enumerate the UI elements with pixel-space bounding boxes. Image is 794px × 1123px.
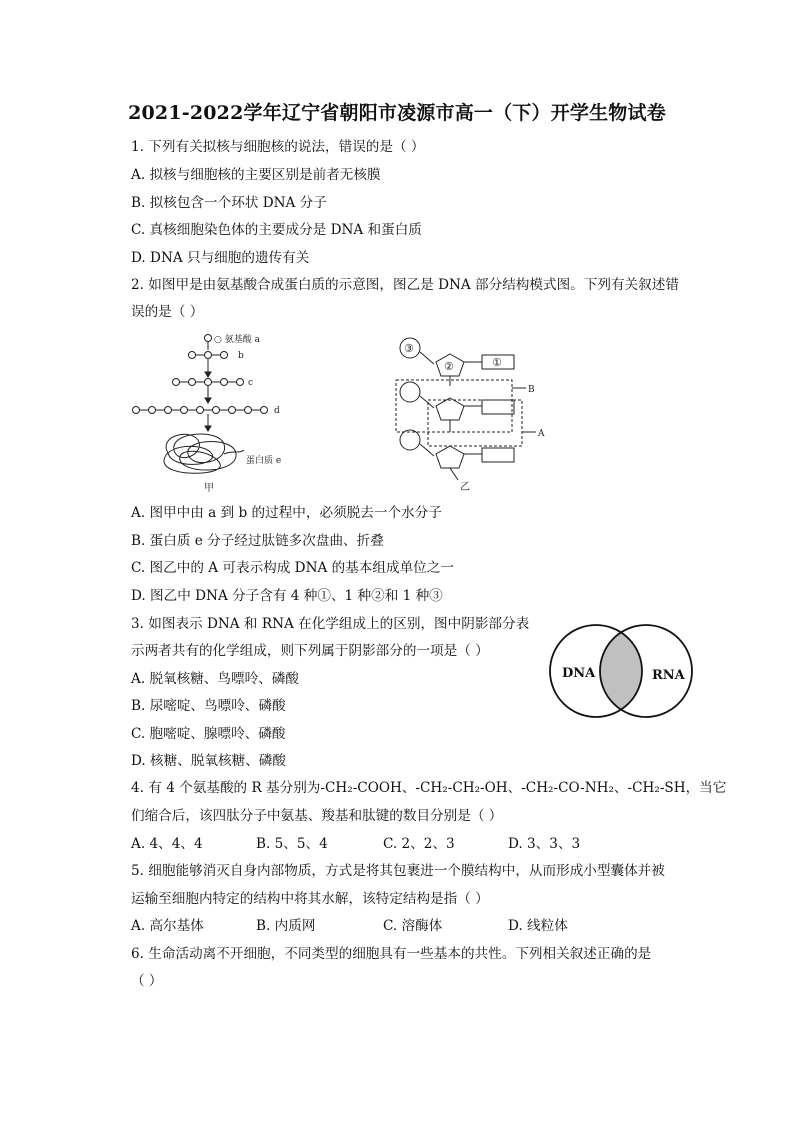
figure-yi-dna-structure — [392, 328, 562, 496]
page-title: 2021-2022学年辽宁省朝阳市凌源市高一（下）开学生物试卷 — [128, 102, 666, 124]
q6-stem-line2: （ ） — [131, 973, 163, 989]
venn-label-rna: RNA — [652, 668, 685, 683]
dipeptide-circle — [221, 352, 228, 359]
q3-option-a: A. 脱氧核糖、鸟嘌呤、磷酸 — [131, 671, 299, 687]
yi-caption: 乙 — [460, 482, 470, 493]
q6-stem-line1: 6. 生命活动离不开细胞，不同类型的细胞具有一些基本的共性。下列相关叙述正确的是 — [131, 946, 652, 962]
q5-stem-line1: 5. 细胞能够消灭自身内部物质，方式是将其包裹进一个膜结构中，从而形成小型囊体并被 — [131, 863, 665, 879]
q4-stem-line1: 4. 有 4 个氨基酸的 R 基分别为-CH₂-COOH、-CH₂-CH₂-OH、-CH₂-CO-NH₂、-CH₂-SH，当它 — [131, 780, 727, 796]
q2-option-d: D. 图乙中 DNA 分子含有 4 种①、1 种②和 1 种③ — [131, 588, 443, 604]
q1-option-d: D. DNA 只与细胞的遗传有关 — [131, 250, 310, 266]
q4-stem-line2: 们缩合后，该四肽分子中氨基、羧基和肽键的数目分别是（ ） — [131, 808, 503, 824]
q2-option-a: A. 图甲中由 a 到 b 的过程中，必须脱去一个水分子 — [131, 505, 442, 521]
yi-label-1: ① — [492, 356, 502, 369]
yi-label-B: B — [528, 385, 535, 395]
q3-option-b: B. 尿嘧啶、鸟嘌呤、磷酸 — [131, 698, 286, 714]
q4-option-d: D. 3、3、3 — [508, 836, 581, 852]
q5-option-d: D. 线粒体 — [508, 918, 568, 934]
yi-label-2: ② — [444, 360, 454, 373]
q5-option-b: B. 内质网 — [256, 918, 316, 934]
q1-option-c: C. 真核细胞染色体的主要成分是 DNA 和蛋白质 — [131, 222, 422, 238]
q3-option-c: C. 胞嘧啶、腺嘌呤、磷酸 — [131, 726, 286, 742]
q3-stem-line2: 示两者共有的化学组成，则下列属于阴影部分的一项是（ ） — [131, 643, 489, 659]
q4-option-a: A. 4、4、4 — [131, 836, 203, 852]
jia-label-b: b — [238, 351, 244, 361]
amino-acid-circle — [205, 335, 212, 342]
q2-stem-line2: 误的是（ ） — [131, 304, 204, 320]
q4-option-c: C. 2、2、3 — [383, 836, 455, 852]
jia-label-c: c — [248, 378, 254, 388]
yi-label-3: ③ — [404, 342, 414, 355]
q2-option-b: B. 蛋白质 e 分子经过肽链多次盘曲、折叠 — [131, 533, 384, 549]
q1-option-b: B. 拟核包含一个环状 DNA 分子 — [131, 195, 327, 211]
q2-stem-line1: 2. 如图甲是由氨基酸合成蛋白质的示意图，图乙是 DNA 部分结构模式图。下列有关叙述错 — [131, 277, 679, 293]
q4-option-b: B. 5、5、4 — [256, 836, 328, 852]
q5-stem-line2: 运输至细胞内特定的结构中将其水解，该特定结构是指（ ） — [131, 891, 489, 907]
q1-option-a: A. 拟核与细胞核的主要区别是前者无核膜 — [131, 167, 381, 183]
figure-jia-protein-synthesis — [128, 328, 298, 496]
jia-label-a: ○ 氨基酸 a — [214, 335, 260, 345]
yi-label-A: A — [538, 429, 545, 439]
q3-option-d: D. 核糖、脱氧核糖、磷酸 — [131, 753, 286, 769]
jia-label-d: d — [274, 406, 280, 416]
q2-option-c: C. 图乙中的 A 可表示构成 DNA 的基本组成单位之一 — [131, 560, 454, 576]
q5-option-c: C. 溶酶体 — [383, 918, 443, 934]
venn-diagram-dna-rna — [546, 620, 696, 722]
jia-caption: 甲 — [204, 483, 214, 494]
dipeptide-circle — [205, 352, 212, 359]
dipeptide-circle — [189, 352, 196, 359]
q3-stem-line1: 3. 如图表示 DNA 和 RNA 在化学组成上的区别，图中阴影部分表 — [131, 616, 530, 632]
q5-option-a: A. 高尔基体 — [131, 918, 204, 934]
jia-label-e: 蛋白质 e — [246, 456, 282, 466]
q1-stem: 1. 下列有关拟核与细胞核的说法，错误的是（ ） — [131, 139, 425, 155]
venn-label-dna: DNA — [562, 666, 596, 681]
